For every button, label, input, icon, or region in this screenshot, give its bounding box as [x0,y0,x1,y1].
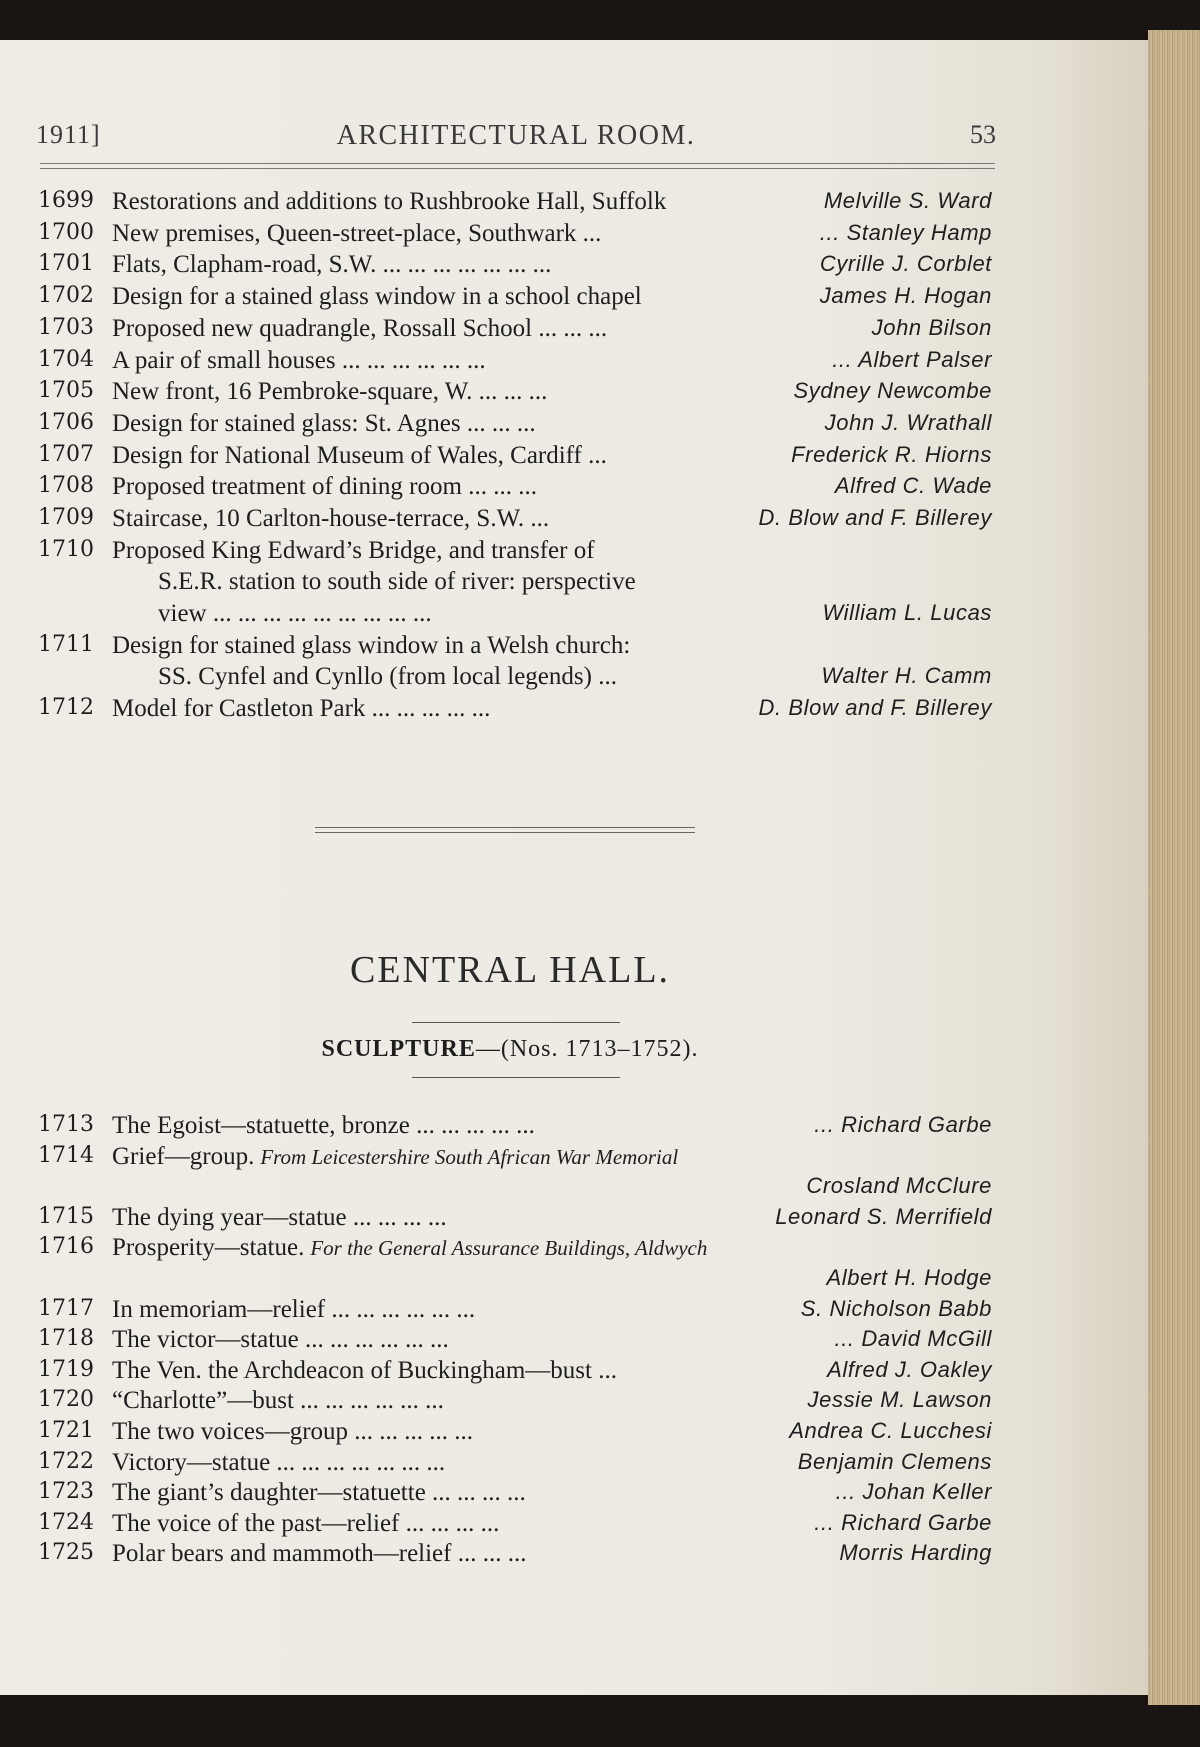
artist-name: ... Albert Palser [832,346,992,372]
work-title-text: Staircase, 10 Carlton-house-terrace, S.W. ... [112,505,550,532]
work-title [112,283,642,311]
work-title [112,1418,473,1446]
work-title [112,220,601,248]
work-title-text: The Ven. the Archdeacon of Buckingham—bust ... [112,1356,617,1384]
title-rule-top [412,1022,620,1023]
artist-name: Benjamin Clemens [797,1448,992,1474]
catalogue-number: 1700 [38,219,94,245]
work-title-text: The voice of the past—relief ... ... ... ... [112,1509,500,1537]
list-item [0,1234,1000,1295]
list-item [0,347,1000,379]
work-title-text: Model for Castleton Park ... ... ... ... ... [112,695,491,723]
work-title [112,410,536,438]
work-title-continued: SS. Cynfel and Cynllo (from local legends) ... [158,663,617,691]
work-title [112,442,607,470]
catalogue-number: 1719 [38,1356,94,1382]
header-rule [40,163,995,169]
artist-name: ... David McGill [834,1326,992,1352]
work-title [112,1234,707,1262]
list-item [0,1112,1000,1143]
work-title [112,1540,526,1568]
list-item [0,1418,1000,1449]
work-title [112,347,486,375]
list-item [0,1540,1000,1571]
list-item [0,1143,1000,1204]
list-item [0,283,1000,315]
work-title [112,1449,445,1477]
work-title-text: Victory—statue ... ... ... ... ... ... ... [112,1448,446,1476]
list-item [0,632,1000,695]
page-number: 53 [970,120,996,149]
work-title-text: The victor—statue ... ... ... ... ... ... [112,1326,449,1354]
work-title [112,378,547,406]
artist-name: Morris Harding [839,1540,992,1566]
catalogue-number: 1716 [38,1234,94,1260]
work-title-continued: view ... ... ... ... ... ... ... ... ... [158,600,432,628]
work-title [112,188,666,216]
subtitle-label: SCULPTURE [321,1036,476,1062]
artist-name: James H. Hogan [819,283,992,309]
section-subtitle [0,1036,1020,1063]
catalogue-number: 1707 [38,441,94,467]
artist-name: Jessie M. Lawson [807,1387,992,1413]
artist-name: Frederick R. Hiorns [791,441,992,467]
catalogue-number: 1704 [38,346,94,372]
list-item [0,1296,1000,1327]
artist-name: Crosland McClure [806,1173,992,1199]
artist-name: John J. Wrathall [824,409,992,435]
catalogue-number: 1725 [38,1540,94,1566]
title-rule-bottom [412,1077,620,1078]
book-spine-edge [1148,30,1200,1705]
work-title-text: Design for stained glass: St. Agnes ... ... ... [112,409,536,437]
list-item [0,315,1000,347]
catalogue-number: 1711 [38,631,94,657]
artist-name: ... Richard Garbe [814,1112,992,1137]
list-item [0,1479,1000,1510]
artist-name: ... Johan Keller [835,1479,992,1505]
catalogue-number: 1702 [38,283,94,309]
work-title-text: Design for a stained glass window in a school chapel [112,283,642,311]
work-title-text: Restorations and additions to Rushbrooke Hall, Suffolk [112,188,667,215]
list-item [0,505,1000,537]
list-item [0,410,1000,442]
artist-name: Cyrille J. Corblet [819,251,992,277]
list-item [0,695,1000,727]
list-item [0,1510,1000,1541]
work-title [112,537,595,565]
catalogue-number: 1720 [38,1387,94,1413]
work-title [112,1204,447,1232]
catalogue-number: 1706 [38,409,94,435]
catalogue-number: 1722 [38,1448,94,1474]
work-title [112,1479,526,1507]
catalogue-number: 1699 [38,188,94,213]
work-title [112,1326,449,1354]
header-title: ARCHITECTURAL ROOM. [336,120,696,151]
artist-name: Andrea C. Lucchesi [789,1418,992,1443]
work-title-text: Design for stained glass window in a Welsh church: [112,631,631,659]
work-title-text: “Charlotte”—bust ... ... ... ... ... ... [112,1387,444,1415]
work-title-text: Grief—group. [112,1142,255,1170]
catalogue-number: 1721 [38,1418,94,1443]
catalogue-number: 1715 [38,1203,94,1229]
work-title-text: In memoriam—relief ... ... ... ... ... ... [112,1295,476,1323]
artist-name: ... Richard Garbe [814,1509,992,1535]
artist-name: Walter H. Camm [821,663,992,689]
catalogue-number: 1724 [38,1509,94,1535]
subtitle-range: —(Nos. 1713–1752). [475,1036,699,1062]
list-item [0,220,1000,252]
catalogue-number: 1703 [38,314,94,340]
work-title-text: New front, 16 Pembroke-square, W. ... ... ... [112,378,548,406]
work-title [112,505,549,533]
work-title [112,251,551,279]
work-title-text: Prosperity—statue. [112,1234,305,1262]
work-title-text: The dying year—statue ... ... ... ... [112,1203,447,1231]
artist-name: Melville S. Ward [823,188,992,213]
catalogue-number: 1718 [38,1326,94,1352]
section-divider [315,827,695,833]
catalogue-number: 1713 [38,1112,94,1137]
work-title [112,1387,444,1415]
section-title: CENTRAL HALL. [349,949,671,991]
artist-name: D. Blow and F. Billerey [758,695,992,721]
artist-name: Alfred J. Oakley [827,1356,992,1382]
list-item [0,537,1000,632]
catalogue-number: 1717 [38,1295,94,1321]
work-title-text: Proposed treatment of dining room ... ... ... [112,473,537,501]
work-note: From Leicestershire South African War Memorial [260,1144,679,1169]
work-title-text: Design for National Museum of Wales, Cardiff ... [112,441,607,469]
work-title-text: Flats, Clapham-road, S.W. ... ... ... ... ... ... ... [112,251,552,279]
work-title [112,632,630,660]
artist-name: ... Stanley Hamp [819,219,992,245]
work-title-text: Proposed new quadrangle, Rossall School ... ... ... [112,314,608,342]
list-item [0,1449,1000,1480]
header-year: 1911] [36,120,101,149]
catalogue-number: 1705 [38,378,94,404]
artist-name: Sydney Newcombe [793,378,992,404]
work-title [112,473,537,501]
artist-name: John Bilson [871,314,992,340]
work-title [112,315,607,343]
artist-name: Leonard S. Merrifield [775,1203,992,1229]
work-title-text: The two voices—group ... ... ... ... ... [112,1418,474,1445]
list-item [0,188,1000,220]
artist-name: Albert H. Hodge [826,1264,992,1290]
list-item [0,1326,1000,1357]
work-title [112,695,490,723]
list-item [0,442,1000,474]
artist-name: D. Blow and F. Billerey [758,505,992,530]
list-item [0,1357,1000,1388]
work-title-text: Proposed King Edward’s Bridge, and transfer of [112,536,595,564]
work-title [112,1112,535,1140]
work-title-continued: S.E.R. station to south side of river: perspective [158,568,636,596]
list-item [0,473,1000,505]
running-header [36,120,996,156]
work-title [112,1510,499,1538]
list-item [0,1204,1000,1235]
catalogue-number: 1708 [38,473,94,499]
work-title-text: Polar bears and mammoth—relief ... ... ... [112,1540,527,1568]
work-title-text: The Egoist—statuette, bronze ... ... ... ... ... [112,1112,535,1139]
work-title-text: New premises, Queen-street-place, Southwark ... [112,219,602,247]
work-title-text: The giant’s daughter—statuette ... ... ... ... [112,1479,526,1507]
work-note: For the General Assurance Buildings, Aldwych [310,1236,708,1261]
list-item [0,378,1000,410]
work-title [112,1143,678,1171]
catalogue-number: 1710 [38,536,94,562]
catalogue-number: 1701 [38,251,94,277]
list-item [0,251,1000,283]
list-item [0,1387,1000,1418]
artist-name: S. Nicholson Babb [800,1295,992,1321]
work-title-text: A pair of small houses ... ... ... ... ... ... [112,346,486,374]
catalogue-number: 1709 [38,505,94,530]
artist-name: William L. Lucas [822,600,992,626]
artist-name: Alfred C. Wade [834,473,992,499]
work-title [112,1296,475,1324]
work-title [112,1357,617,1385]
catalogue-number: 1723 [38,1479,94,1505]
catalogue-number: 1714 [38,1142,94,1168]
catalogue-number: 1712 [38,695,94,721]
